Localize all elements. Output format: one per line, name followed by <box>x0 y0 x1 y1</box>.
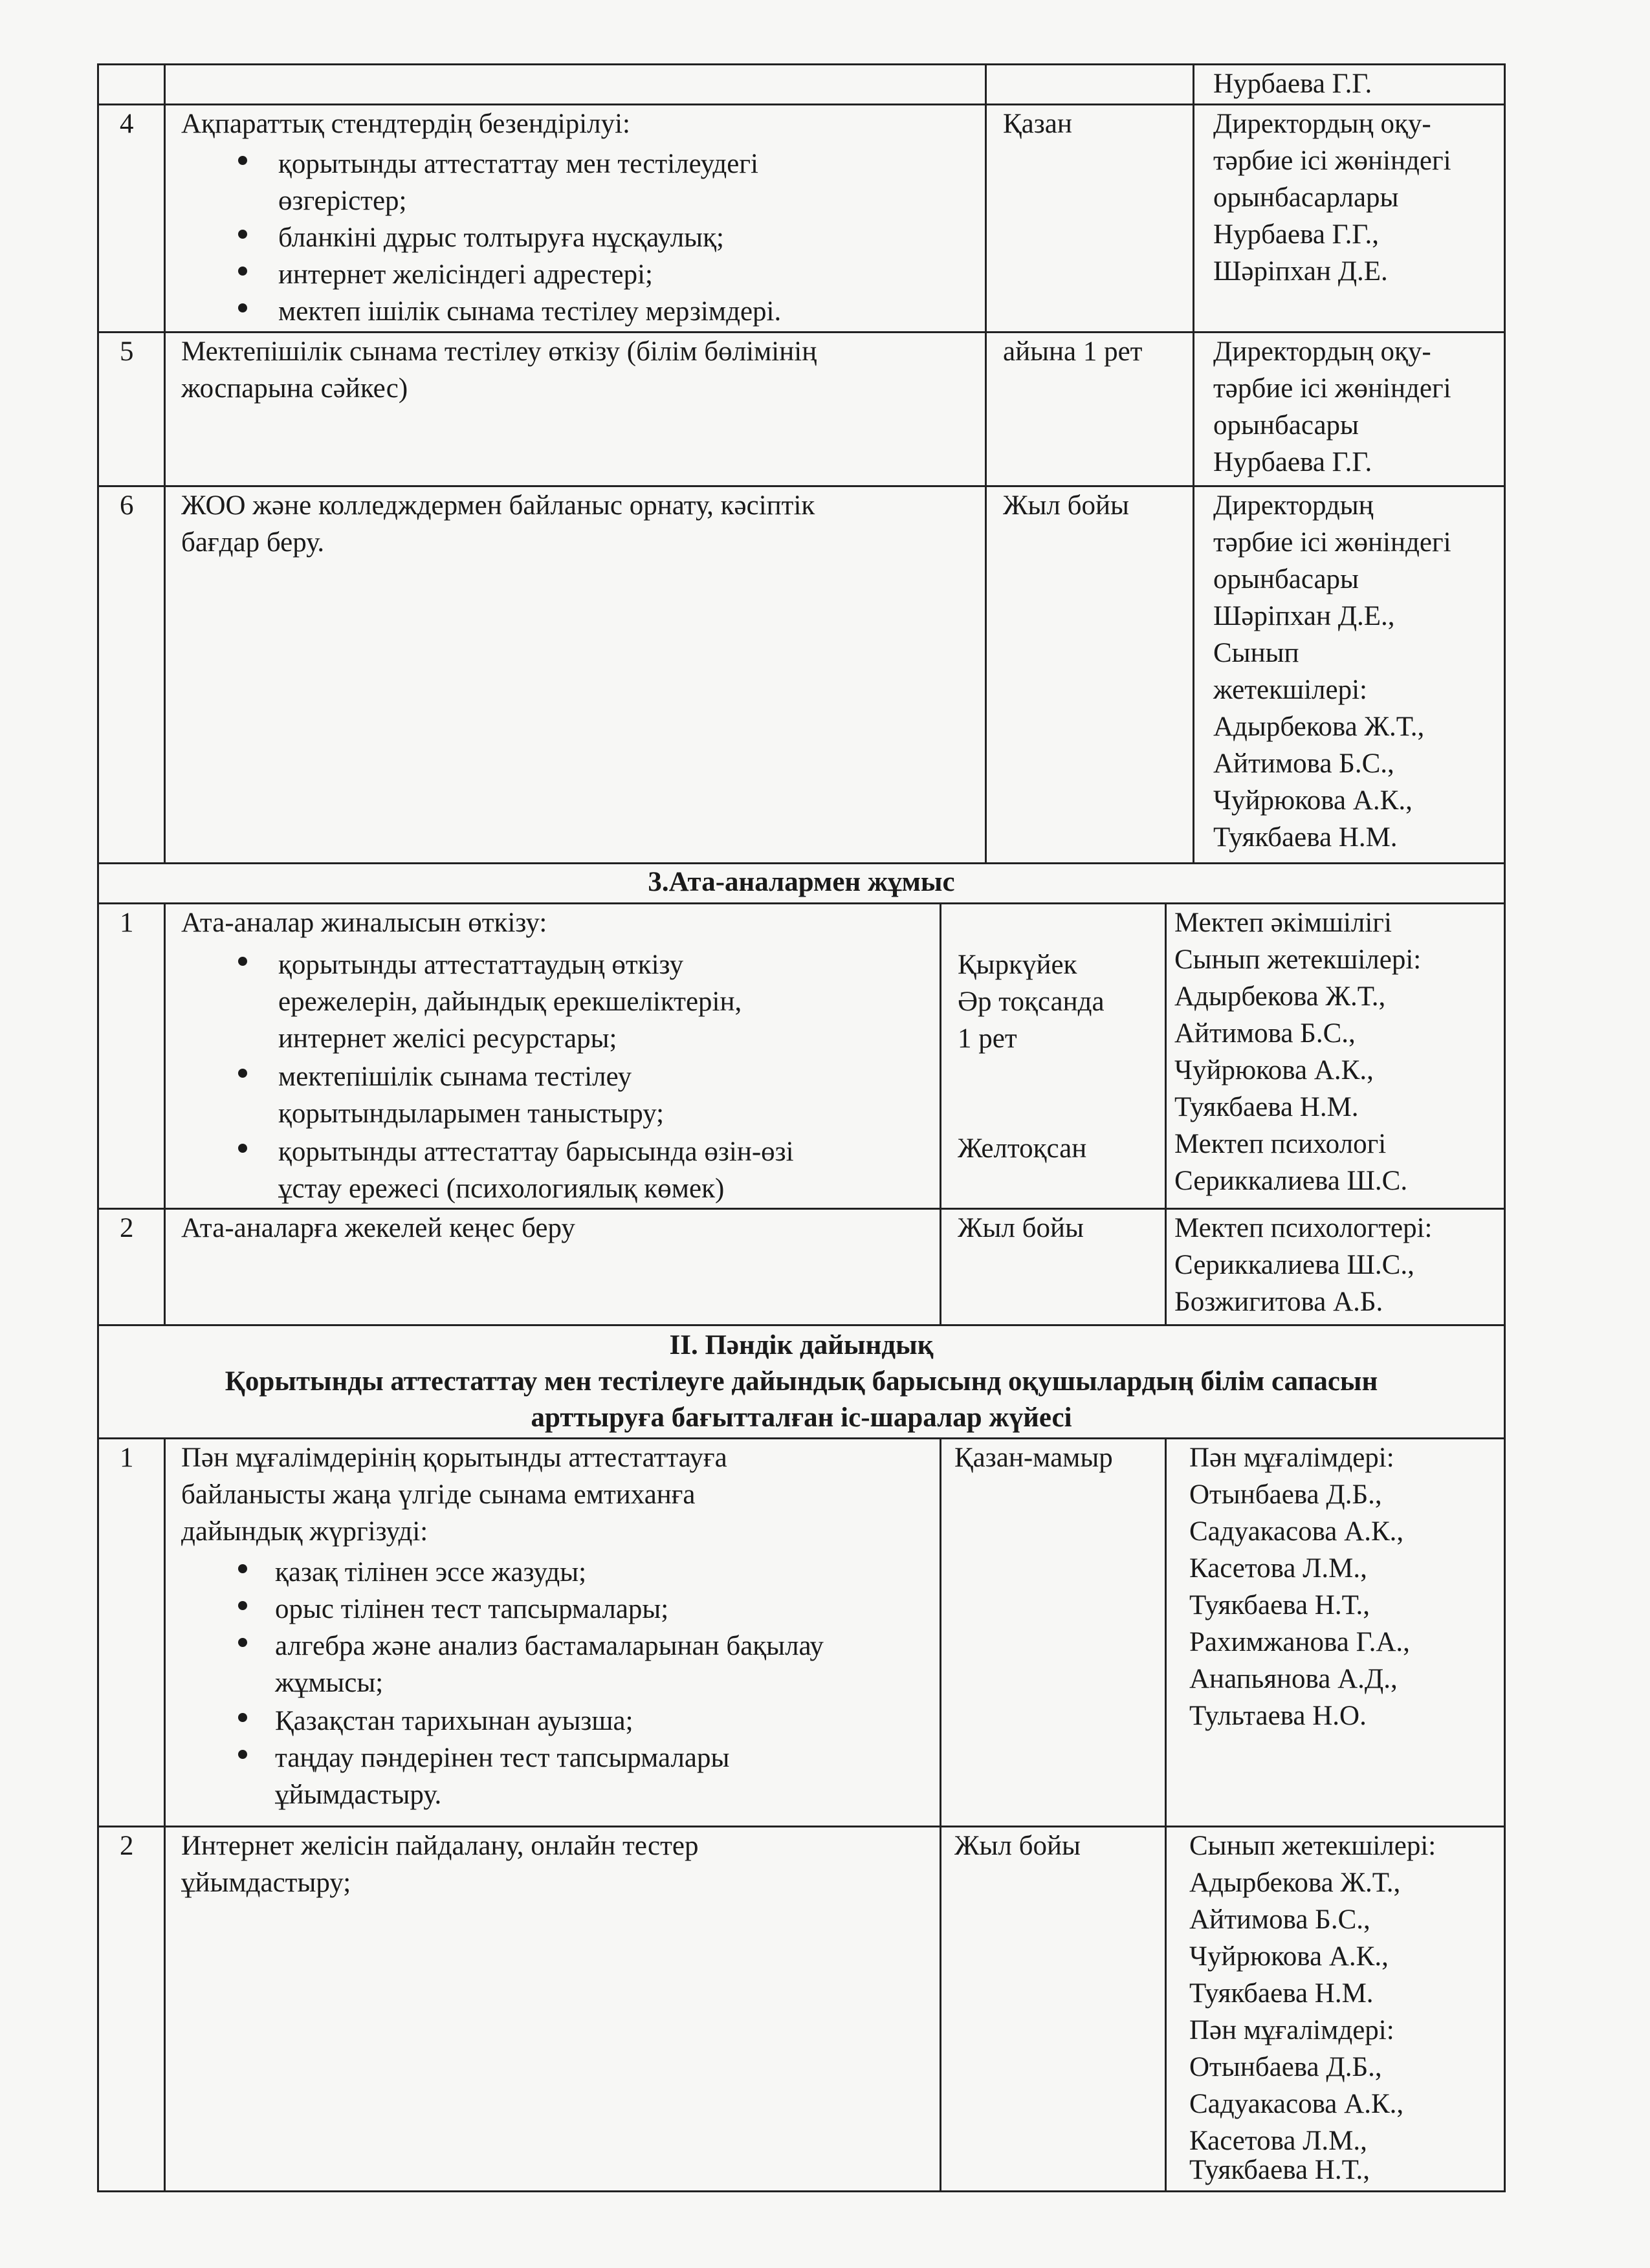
col-divider <box>164 902 166 1326</box>
bullet-icon <box>238 1601 247 1610</box>
resp-line: Пән мұғалімдері: <box>1189 1443 1394 1473</box>
row-text: ұйымдастыру; <box>181 1868 351 1898</box>
list-item: жұмысы; <box>275 1668 384 1698</box>
resp-line: Чуйрюкова А.К., <box>1213 785 1413 816</box>
col-divider <box>164 63 166 864</box>
when-cell: Жыл бойы <box>954 1831 1081 1861</box>
resp-line: Сериккалиева Ш.С. <box>1174 1166 1408 1196</box>
resp-line: Туякбаева Н.М. <box>1189 1978 1374 2009</box>
when-cell: Қазан-мамыр <box>954 1443 1113 1473</box>
resp-line: орынбасары <box>1213 564 1359 594</box>
list-item: қорытынды аттестаттаудың өткізу <box>278 950 684 980</box>
resp-line: орынбасарлары <box>1213 182 1399 213</box>
bullet-icon <box>238 230 247 239</box>
resp-line: тәрбие ісі жөніндегі <box>1213 373 1451 404</box>
when-cell: Жыл бойы <box>1003 490 1129 521</box>
when-line: Қыркүйек <box>958 950 1077 980</box>
section-heading: II. Пәндік дайындық <box>669 1330 934 1360</box>
resp-line: Шәріпхан Д.Е., <box>1213 601 1395 631</box>
list-item: орыс тілінен тест тапсырмалары; <box>275 1594 669 1624</box>
resp-line: Сынып жетекшілері: <box>1174 944 1422 975</box>
row-number: 4 <box>120 109 134 139</box>
bullet-icon <box>238 1638 247 1647</box>
col-divider <box>940 902 941 1326</box>
resp-line: Мектеп психологі <box>1174 1129 1387 1159</box>
table-left-border <box>97 63 99 2192</box>
resp-line: Туякбаева Н.М. <box>1174 1092 1359 1122</box>
resp-line: жетекшілері: <box>1213 675 1367 705</box>
row-divider <box>97 1324 1506 1326</box>
table-bottom-border <box>97 2190 1506 2192</box>
resp-line: Анапьянова А.Д., <box>1189 1664 1398 1694</box>
resp-line: Чуйрюкова А.К., <box>1174 1055 1374 1085</box>
when-line: 1 рет <box>958 1023 1017 1054</box>
list-item: қорытынды аттестаттау барысында өзін-өзі <box>278 1137 794 1167</box>
resp-line: Айтимова Б.С., <box>1213 748 1394 779</box>
resp-line: Отынбаева Д.Б., <box>1189 1479 1382 1510</box>
col-divider <box>940 1437 941 2192</box>
resp-line: Туякбаева Н.М. <box>1213 822 1398 853</box>
list-item: қорытындыларымен таныстыру; <box>278 1098 665 1129</box>
list-item: ұстау ережесі (психологиялық көмек) <box>278 1173 725 1204</box>
list-item: қорытынды аттестаттау мен тестілеудегі <box>278 149 758 179</box>
resp-line: Сынып <box>1213 638 1299 668</box>
resp-line: орынбасары <box>1213 410 1359 441</box>
bullet-icon <box>238 267 247 276</box>
row-number: 2 <box>120 1213 134 1243</box>
resp-line: Мектеп психологтері: <box>1174 1213 1433 1243</box>
bullet-icon <box>238 1713 247 1722</box>
row-text: бағдар беру. <box>181 527 325 558</box>
resp-line: Бозжигитова А.Б. <box>1174 1287 1383 1317</box>
resp-line: Адырбекова Ж.Т., <box>1213 712 1425 742</box>
bullet-icon <box>238 1069 247 1078</box>
list-item: мектепішілік сынама тестілеу <box>278 1062 632 1092</box>
row-number: 1 <box>120 908 134 938</box>
resp-line: Садуакасова А.К., <box>1189 1516 1404 1547</box>
section-subheading: Қорытынды аттестаттау мен тестілеуге дайындық барысынд оқушылардың білім сапасын <box>225 1366 1378 1397</box>
list-item: бланкіні дұрыс толтыруға нұсқаулық; <box>278 223 724 253</box>
resp-line: Садуакасова А.К., <box>1189 2089 1404 2119</box>
row-text: Интернет желісін пайдалану, онлайн тестер <box>181 1831 699 1861</box>
row-text: Ата-аналарға жекелей кеңес беру <box>181 1213 575 1243</box>
row-number: 2 <box>120 1831 134 1861</box>
resp-line: Директордың оқу- <box>1213 109 1431 139</box>
when-line: Әр тоқсанда <box>958 987 1105 1017</box>
resp-line: Чуйрюкова А.К., <box>1189 1941 1389 1972</box>
resp-line: Нурбаева Г.Г., <box>1213 219 1379 250</box>
resp-line: Касетова Л.М., <box>1189 2126 1367 2156</box>
list-item: Қазақстан тарихынан ауызша; <box>275 1706 633 1736</box>
resp-line: Сынып жетекшілері: <box>1189 1831 1436 1861</box>
when-cell: Жыл бойы <box>958 1213 1084 1243</box>
resp-line: Директордың оқу- <box>1213 336 1431 367</box>
resp-line: Рахимжанова Г.А., <box>1189 1627 1410 1657</box>
list-item: интернет желісіндегі адрестері; <box>278 259 653 290</box>
resp-line: Шәріпхан Д.Е. <box>1213 256 1388 287</box>
resp-line: Айтимова Б.С., <box>1174 1018 1356 1049</box>
row-number: 1 <box>120 1443 134 1473</box>
row-text: ЖОО және колледждермен байланыс орнату, кәсіптік <box>181 490 815 521</box>
resp-line: Отынбаева Д.Б., <box>1189 2052 1382 2082</box>
row-text: дайындық жүргізуді: <box>181 1516 428 1547</box>
resp-line: Касетова Л.М., <box>1189 1553 1367 1584</box>
when-cell: айына 1 рет <box>1003 336 1143 367</box>
resp-line: Тультаева Н.О. <box>1189 1701 1367 1731</box>
resp-cell: Нурбаева Г.Г. <box>1213 69 1372 99</box>
list-item: ұйымдастыру. <box>275 1780 442 1810</box>
list-item: өзгерістер; <box>278 186 407 216</box>
resp-line: Мектеп әкімшілігі <box>1174 908 1392 938</box>
list-item: таңдау пәндерінен тест тапсырмалары <box>275 1743 730 1773</box>
col-divider <box>1165 902 1167 1326</box>
bullet-icon <box>238 1144 247 1153</box>
row-text: жоспарына сәйкес) <box>181 373 408 404</box>
row-number: 5 <box>120 336 134 367</box>
resp-line: Адырбекова Ж.Т., <box>1174 981 1386 1012</box>
list-item: алгебра және анализ бастамаларынан бақылау <box>275 1631 824 1661</box>
row-number: 6 <box>120 490 134 521</box>
row-text: Мектепішілік сынама тестілеу өткізу (білім бөлімінің <box>181 336 817 367</box>
bullet-icon <box>238 303 247 312</box>
resp-line: Сериккалиева Ш.С., <box>1174 1250 1414 1280</box>
resp-line: тәрбие ісі жөніндегі <box>1213 146 1451 176</box>
row-text: байланысты жаңа үлгіде сынама емтиханға <box>181 1479 696 1510</box>
list-item: ережелерін, дайындық ерекшеліктерін, <box>278 987 742 1017</box>
resp-line: тәрбие ісі жөніндегі <box>1213 527 1451 558</box>
col-divider <box>164 1437 166 2192</box>
resp-line: Айтимова Б.С., <box>1189 1904 1370 1935</box>
col-divider <box>1165 1437 1167 2192</box>
when-cell: Қазан <box>1003 109 1072 139</box>
col-divider <box>985 63 987 864</box>
bullet-icon <box>238 1750 247 1759</box>
resp-line: Адырбекова Ж.Т., <box>1189 1868 1401 1898</box>
bullet-icon <box>238 1564 247 1573</box>
resp-line: Туякбаева Н.Т., <box>1189 1590 1370 1620</box>
list-item: интернет желісі ресурстары; <box>278 1023 617 1054</box>
resp-line: Туякбаева Н.Т., <box>1189 2155 1370 2185</box>
table-right-border <box>1504 63 1506 2192</box>
resp-line: Пән мұғалімдері: <box>1189 2015 1394 2045</box>
resp-line: Директордың <box>1213 490 1374 521</box>
section-subheading: арттыруға бағытталған іс-шаралар жүйесі <box>531 1402 1072 1433</box>
bullet-icon <box>238 957 247 966</box>
when-line: Желтоқсан <box>958 1133 1087 1164</box>
bullet-icon <box>238 156 247 165</box>
list-item: қазақ тілінен эссе жазуды; <box>275 1557 587 1587</box>
col-divider <box>1193 63 1194 864</box>
row-title: Ақпараттық стендтердің безендірілуі: <box>181 109 631 139</box>
section-heading: 3.Ата-аналармен жұмыс <box>648 867 955 897</box>
resp-line: Нурбаева Г.Г. <box>1213 447 1372 477</box>
row-title: Ата-аналар жиналысын өткізу: <box>181 908 547 938</box>
row-text: Пән мұғалімдерінің қорытынды аттестаттауға <box>181 1443 727 1473</box>
list-item: мектеп ішілік сынама тестілеу мерзімдері. <box>278 296 782 327</box>
